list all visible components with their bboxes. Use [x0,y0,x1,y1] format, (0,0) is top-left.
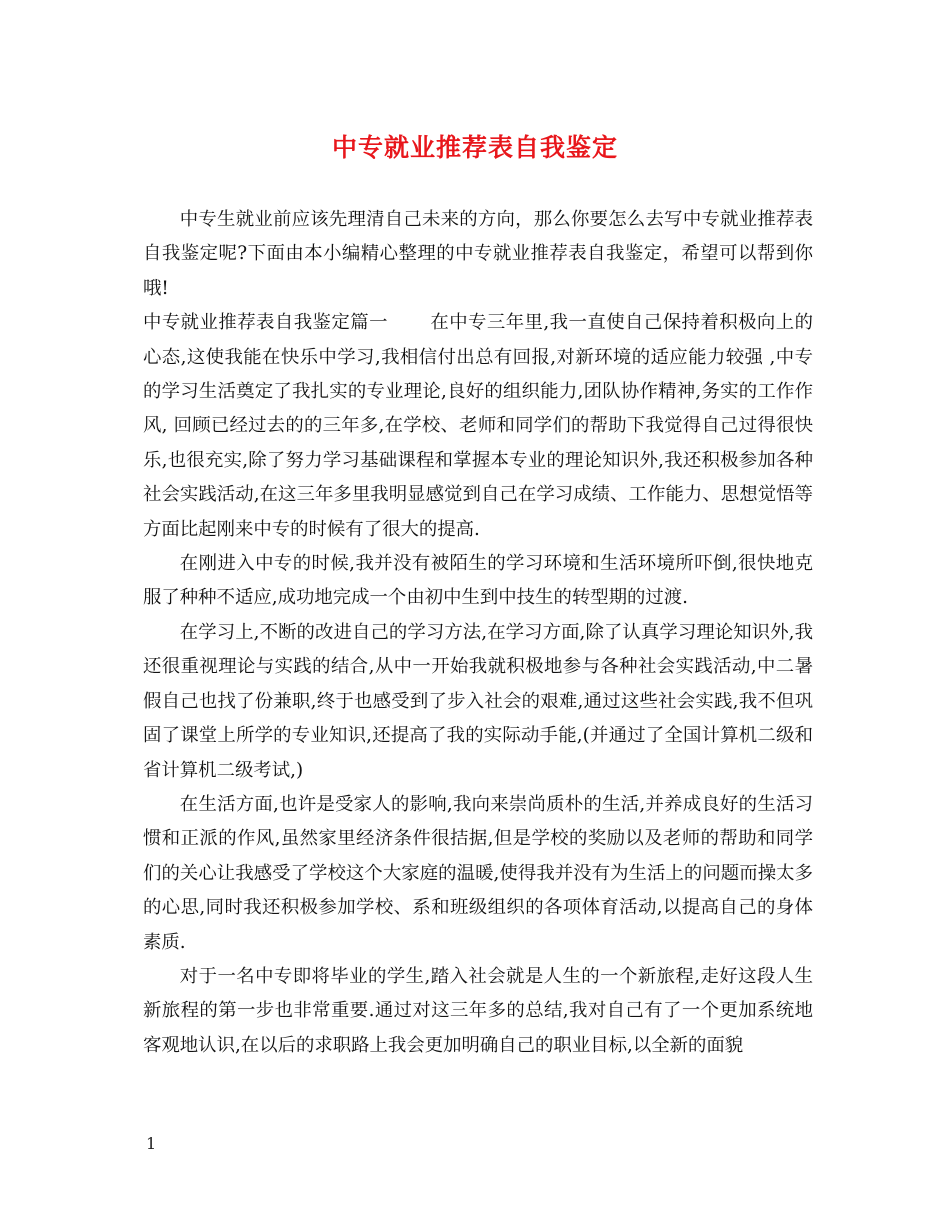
section-heading: 中专就业推荐表自我鉴定篇一 [143,312,388,334]
document-body [143,203,813,1063]
body-paragraph: 在学习上,不断的改进自己的学习方法,在学习方面,除了认真学习理论知识外,我还很重视理论与实践的结合,从中一开始我就积极地参与各种社会实践活动,中二暑假自己也找了份兼职,终于也感受到了步入社会的艰难,通过这些社会实践,我不但巩固了课堂上所学的专业知识,还提高了我的实际动手能,(并通过了全国计算机二级和省计算机二级考试,) [143,621,813,781]
section-first-paragraph: 在中专三年里,我一直使自己保持着积极向上的心态,这使我能在快乐中学习,我相信付出总有回报,对新环境的适应能力较强 ,中专的学习生活奠定了我扎实的专业理论,良好的组织能力,团队协作精神,务实的工作作风, 回顾已经过去的的三年多,在学校、老师和同学们的帮助下我觉得自己过得很快乐,也很充实,除了努力学习基础课程和掌握本专业的理论知识外,我还积极参加各种社会实践活动,在这三年多里我明显感觉到自己在学习成绩、工作能力、思想觉悟等方面比起刚来中专的时候有了很大的提高. [143,312,813,540]
page-number: 1 [146,1134,157,1153]
body-paragraph: 在刚进入中专的时候,我并没有被陌生的学习环境和生活环境所吓倒,很快地克服了种种不适应,成功地完成一个由初中生到中技生的转型期的过渡. [143,553,813,609]
document-title: 中专就业推荐表自我鉴定 [331,133,618,162]
intro-paragraph: 中专生就业前应该先理清自己未来的方向，那么你要怎么去写中专就业推荐表自我鉴定呢?下面由本小编精心整理的中专就业推荐表自我鉴定，希望可以帮到你哦! [143,209,813,299]
section-paragraph [143,306,813,547]
body-paragraph: 在生活方面,也许是受家人的影响,我向来崇尚质朴的生活,并养成良好的生活习惯和正派的作风,虽然家里经济条件很拮据,但是学校的奖励以及老师的帮助和同学们的关心让我感受了学校这个大家庭的温暖,使得我并没有为生活上的问题而操太多的心思,同时我还积极参加学校、系和班级组织的各项体育活动,以提高自己的身体素质. [143,793,813,953]
body-paragraph: 对于一名中专即将毕业的学生,踏入社会就是人生的一个新旅程,走好这段人生新旅程的第一步也非常重要.通过对这三年多的总结,我对自己有了一个更加系统地客观地认识,在以后的求职路上我会更加明确自己的职业目标,以全新的面貌 [143,965,813,1056]
